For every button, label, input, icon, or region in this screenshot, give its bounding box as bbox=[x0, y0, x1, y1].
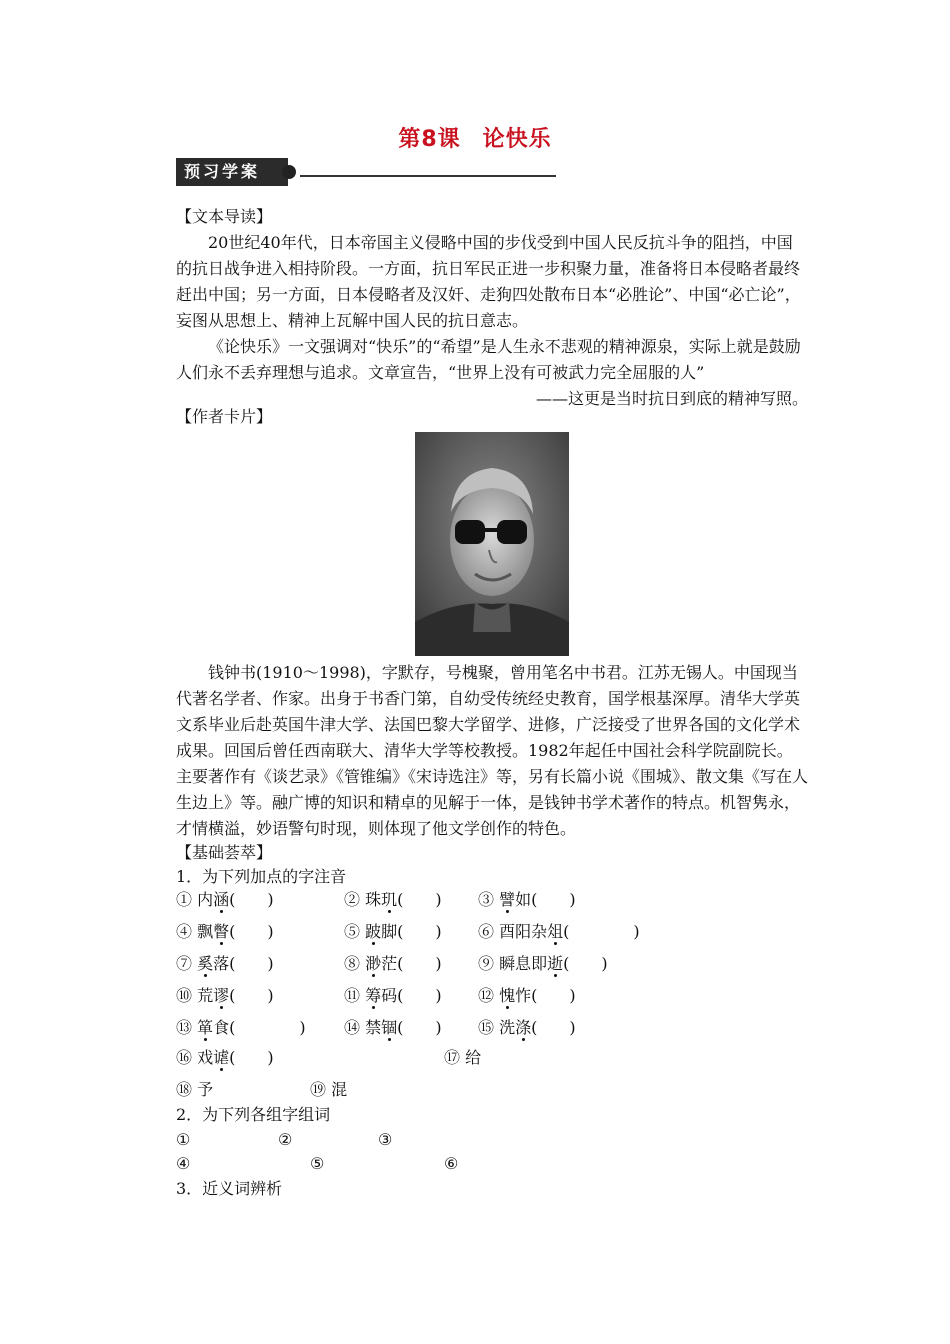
dotted-character: 锢 bbox=[381, 1018, 398, 1037]
intro-paragraph-1: 20世纪40年代，日本帝国主义侵略中国的步伐受到中国人民反抗斗争的阻挡，中国的抗日战争进入相持阶段。一方面，抗日军民正进一步积聚力量，准备将日本侵略者最终赶出中国；另一方面，日本侵略者及汉奸、走狗四处散布日本“必胜论”、中国“必亡论”，妄图从思想上、精神上瓦解中国人民的抗日意志。 bbox=[176, 233, 801, 330]
lesson-name: 论快乐 bbox=[482, 127, 552, 152]
intro-paragraph-2: 《论快乐》一文强调对“快乐”的“希望”是人生永不悲观的精神源泉，实际上就是鼓励人们永不丢弃理想与追求。文章宣告，“世界上没有可被武力完全屈服的人” bbox=[176, 337, 801, 382]
item-text: 码 bbox=[381, 986, 398, 1005]
dotted-character: 奚 bbox=[197, 954, 214, 973]
dotted-character: 瞥 bbox=[213, 922, 230, 941]
word-group-item: ③ bbox=[378, 1130, 393, 1149]
pinyin-item bbox=[478, 888, 576, 912]
item-number: ⑥ bbox=[478, 922, 500, 941]
item-number: ⑤ bbox=[344, 922, 366, 941]
item-text: 给 bbox=[465, 1048, 482, 1067]
item-number: ⑱ bbox=[176, 1080, 198, 1099]
item-number: ⑨ bbox=[478, 954, 500, 973]
dotted-character: 譬 bbox=[499, 890, 516, 909]
pinyin-item bbox=[344, 920, 442, 944]
basics-heading: 【基础荟萃】 bbox=[176, 843, 273, 862]
dotted-character: 涵 bbox=[213, 890, 230, 909]
item-text: 怍 bbox=[515, 986, 532, 1005]
answer-blank[interactable]: ( ) bbox=[397, 890, 442, 909]
section-divider bbox=[300, 175, 556, 177]
item-number: ⑯ bbox=[176, 1048, 198, 1067]
item-number: ⑪ bbox=[344, 986, 366, 1005]
answer-blank[interactable]: ( ) bbox=[531, 890, 576, 909]
dotted-character: 逝 bbox=[547, 954, 564, 973]
lesson-number: 第8课 bbox=[398, 127, 461, 152]
item-text: 予 bbox=[197, 1080, 214, 1099]
answer-blank[interactable]: ( ) bbox=[531, 986, 576, 1005]
dotted-character: 跛 bbox=[365, 922, 382, 941]
pinyin-item bbox=[176, 1078, 213, 1102]
answer-blank[interactable]: ( ) bbox=[397, 1018, 442, 1037]
item-number: ⑧ bbox=[344, 954, 366, 973]
answer-blank[interactable]: ( ) bbox=[397, 922, 442, 941]
pinyin-item bbox=[176, 888, 274, 912]
question-2: 2．为下列各组字组词 bbox=[176, 1105, 331, 1124]
pinyin-item bbox=[478, 984, 576, 1008]
item-text: 洗 bbox=[499, 1018, 516, 1037]
item-number: ⑦ bbox=[176, 954, 198, 973]
pinyin-item bbox=[344, 952, 442, 976]
item-number: ③ bbox=[478, 890, 500, 909]
item-number: ② bbox=[344, 890, 366, 909]
item-text: 落 bbox=[213, 954, 230, 973]
item-number: ⑬ bbox=[176, 1018, 198, 1037]
item-number: ① bbox=[176, 890, 198, 909]
item-number: ⑭ bbox=[344, 1018, 366, 1037]
word-group-item: ⑥ bbox=[444, 1154, 459, 1173]
dotted-character: 涤 bbox=[515, 1018, 532, 1037]
item-text: 禁 bbox=[365, 1018, 382, 1037]
item-text: 内 bbox=[197, 890, 214, 909]
answer-blank[interactable]: ( ) bbox=[229, 1048, 274, 1067]
item-number: ⑫ bbox=[478, 986, 500, 1005]
dotted-character: 玑 bbox=[381, 890, 398, 909]
answer-blank[interactable]: ( ) bbox=[563, 954, 608, 973]
pinyin-item bbox=[176, 920, 274, 944]
answer-blank[interactable]: ( ) bbox=[229, 890, 274, 909]
item-text: 混 bbox=[331, 1080, 348, 1099]
bullet-dot-icon bbox=[282, 165, 296, 179]
pinyin-item bbox=[176, 1046, 274, 1070]
item-text: 珠 bbox=[365, 890, 382, 909]
item-number: ⑲ bbox=[310, 1080, 332, 1099]
pinyin-item bbox=[310, 1078, 347, 1102]
intro-text bbox=[176, 230, 808, 412]
item-number: ⑰ bbox=[444, 1048, 466, 1067]
pinyin-item bbox=[444, 1046, 481, 1070]
dotted-character: 箪 bbox=[197, 1018, 214, 1037]
answer-blank[interactable]: ( ) bbox=[229, 954, 274, 973]
dotted-character: 筹 bbox=[365, 986, 382, 1005]
word-group-item: ① bbox=[176, 1130, 191, 1149]
item-text: 飘 bbox=[197, 922, 214, 941]
lesson-title bbox=[0, 122, 950, 153]
dotted-character: 渺 bbox=[365, 954, 382, 973]
answer-blank[interactable]: ( ) bbox=[397, 986, 442, 1005]
answer-blank[interactable]: ( ) bbox=[563, 922, 640, 941]
answer-blank[interactable]: ( ) bbox=[229, 1018, 306, 1037]
pinyin-item bbox=[344, 888, 442, 912]
pinyin-item bbox=[176, 952, 274, 976]
word-group-item: ④ bbox=[176, 1154, 191, 1173]
item-text: 如 bbox=[515, 890, 532, 909]
item-number: ⑩ bbox=[176, 986, 198, 1005]
item-text: 食 bbox=[213, 1018, 230, 1037]
intro-paragraph-3: ——这更是当时抗日到底的精神写照。 bbox=[535, 389, 808, 408]
item-text: 戏 bbox=[197, 1048, 214, 1067]
pinyin-item bbox=[478, 952, 608, 976]
item-text: 脚 bbox=[381, 922, 398, 941]
pinyin-item bbox=[176, 1016, 306, 1040]
pinyin-item bbox=[478, 920, 640, 944]
dotted-character: 愧 bbox=[499, 986, 516, 1005]
section-header bbox=[176, 158, 556, 186]
author-heading: 【作者卡片】 bbox=[176, 407, 273, 426]
author-portrait-image bbox=[415, 432, 569, 656]
dotted-character: 谬 bbox=[213, 986, 230, 1005]
intro-heading: 【文本导读】 bbox=[176, 207, 273, 226]
item-number: ④ bbox=[176, 922, 198, 941]
word-group-item: ② bbox=[278, 1130, 293, 1149]
question-3: 3．近义词辨析 bbox=[176, 1179, 283, 1198]
dotted-character: 俎 bbox=[547, 922, 564, 941]
author-bio: 钱钟书(1910～1998)，字默存，号槐聚，曾用笔名中书君。江苏无锡人。中国现当代著名学者、作家。出身于书香门第，自幼受传统经史教育，国学根基深厚。清华大学英文系毕业后赴英国牛津大学、法国巴黎大学留学、进修，广泛接受了世界各国的文化学术成果。回国后曾任西南联大、清华大学等校教授。1982年起任中国社会科学院副院长。主要著作有《谈艺录》《管锥编》《宋诗选注》等，另有长篇小说《围城》、散文集《写在人生边上》等。融广博的知识和精卓的见解于一体，是钱钟书学术著作的特点。机智隽永，才情横溢，妙语警句时现，则体现了他文学创作的特色。 bbox=[176, 663, 809, 838]
pinyin-item bbox=[478, 1016, 576, 1040]
section-label: 预习学案 bbox=[176, 158, 288, 186]
word-group-item: ⑤ bbox=[310, 1154, 325, 1173]
answer-blank[interactable]: ( ) bbox=[229, 986, 274, 1005]
pinyin-item bbox=[176, 984, 274, 1008]
answer-blank[interactable]: ( ) bbox=[531, 1018, 576, 1037]
item-text: 茫 bbox=[381, 954, 398, 973]
pinyin-item bbox=[344, 984, 442, 1008]
item-text: 荒 bbox=[197, 986, 214, 1005]
item-text: 酉阳杂 bbox=[499, 922, 548, 941]
dotted-character: 谑 bbox=[213, 1048, 230, 1067]
item-text: 瞬息即 bbox=[499, 954, 548, 973]
item-number: ⑮ bbox=[478, 1018, 500, 1037]
answer-blank[interactable]: ( ) bbox=[397, 954, 442, 973]
answer-blank[interactable]: ( ) bbox=[229, 922, 274, 941]
question-1: 1．为下列加点的字注音 bbox=[176, 867, 347, 886]
pinyin-item bbox=[344, 1016, 442, 1040]
